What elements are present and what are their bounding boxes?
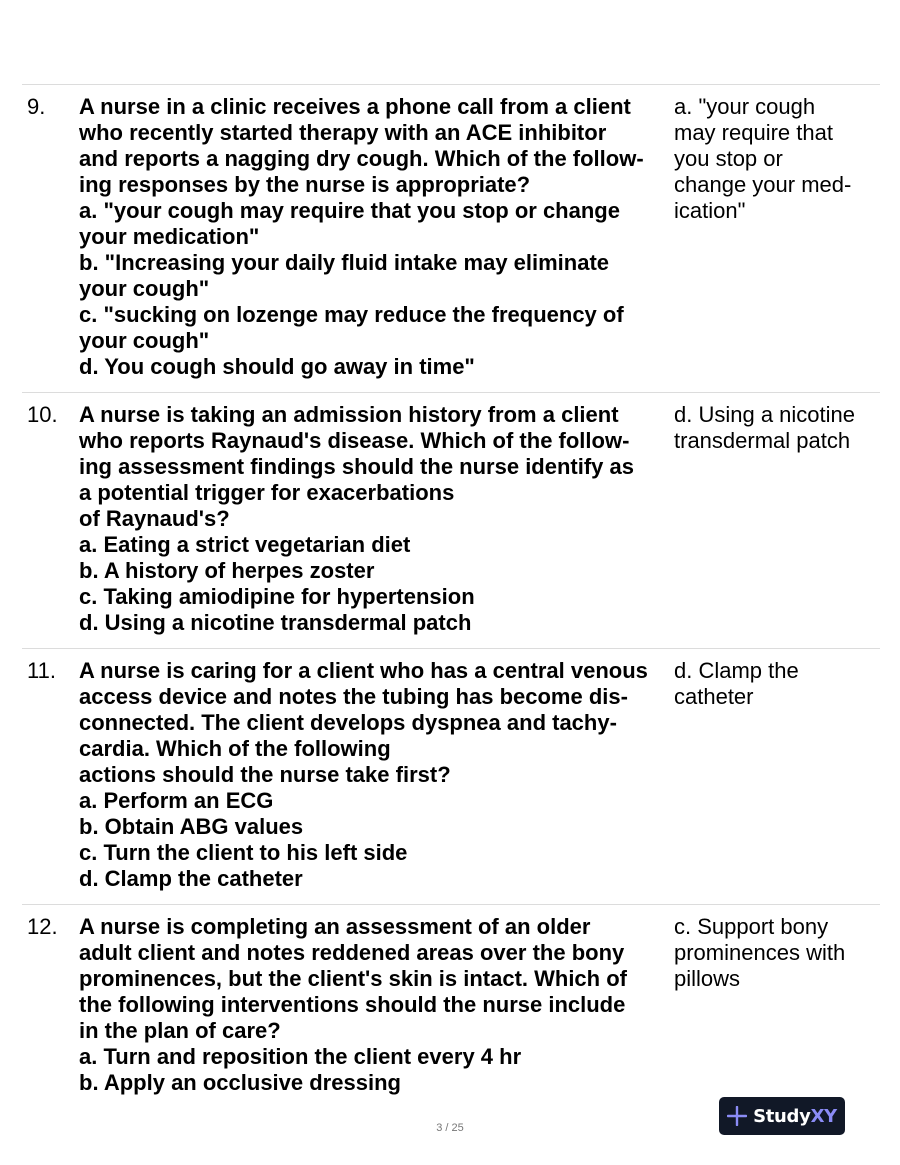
question-row-12 bbox=[22, 904, 880, 1108]
question-line: a. Turn and reposition the client every 4 hr bbox=[79, 1044, 522, 1069]
question-line: A nurse is caring for a client who has a central venous bbox=[79, 658, 648, 683]
question-line: c. Turn the client to his left side bbox=[79, 840, 408, 865]
answer-line: transdermal patch bbox=[674, 428, 851, 453]
question-line: b. A history of herpes zoster bbox=[79, 558, 375, 583]
brand-name-part1: Study bbox=[753, 1105, 811, 1127]
question-line: a. Eating a strict vegetarian diet bbox=[79, 532, 411, 557]
answer-line: a. "your cough bbox=[674, 94, 816, 119]
question-line: b. "Increasing your daily fluid intake may eliminate bbox=[79, 250, 610, 275]
answer-line: may require that bbox=[674, 120, 833, 145]
question-line: a. "your cough may require that you stop or change bbox=[79, 198, 620, 223]
answer-text bbox=[674, 402, 880, 636]
answer-line: change your med- bbox=[674, 172, 852, 197]
question-line: actions should the nurse take first? bbox=[79, 762, 451, 787]
question-line: b. Apply an occlusive dressing bbox=[79, 1070, 401, 1095]
question-number: 11. bbox=[27, 658, 56, 683]
question-line: in the plan of care? bbox=[79, 1018, 281, 1043]
answer-line: catheter bbox=[674, 684, 754, 709]
question-line: the following interventions should the nurse include bbox=[79, 992, 626, 1017]
question-line: your cough" bbox=[79, 276, 210, 301]
question-line: access device and notes the tubing has become dis- bbox=[79, 684, 628, 709]
answer-text bbox=[674, 94, 880, 380]
question-line: your medication" bbox=[79, 224, 260, 249]
answer-line: pillows bbox=[674, 966, 741, 991]
answer-line: d. Using a nicotine bbox=[674, 402, 855, 427]
answer-text bbox=[674, 658, 880, 892]
answer-line: ication" bbox=[674, 198, 746, 223]
question-number: 12. bbox=[27, 914, 58, 939]
question-line: adult client and notes reddened areas over the bony bbox=[79, 940, 625, 965]
question-line: A nurse in a clinic receives a phone call from a client bbox=[79, 94, 631, 119]
brand-name bbox=[753, 1106, 837, 1127]
question-line: connected. The client develops dyspnea and tachy- bbox=[79, 710, 617, 735]
plus-icon bbox=[727, 1106, 747, 1126]
question-line: A nurse is taking an admission history from a client bbox=[79, 402, 619, 427]
question-text bbox=[79, 402, 674, 636]
question-line: d. Using a nicotine transdermal patch bbox=[79, 610, 472, 635]
question-line: d. You cough should go away in time" bbox=[79, 354, 475, 379]
question-line: a. Perform an ECG bbox=[79, 788, 274, 813]
question-line: b. Obtain ABG values bbox=[79, 814, 304, 839]
question-line: A nurse is completing an assessment of an older bbox=[79, 914, 591, 939]
question-line: who reports Raynaud's disease. Which of the follow- bbox=[79, 428, 630, 453]
studyxy-logo[interactable] bbox=[719, 1097, 845, 1135]
question-number: 10. bbox=[27, 402, 58, 427]
question-row-9 bbox=[22, 84, 880, 392]
question-number: 9. bbox=[27, 94, 46, 119]
question-line: your cough" bbox=[79, 328, 210, 353]
brand-name-part2: XY bbox=[810, 1105, 837, 1127]
question-line: and reports a nagging dry cough. Which of the follow- bbox=[79, 146, 644, 171]
question-line: c. "sucking on lozenge may reduce the frequency of bbox=[79, 302, 624, 327]
question-line: who recently started therapy with an ACE inhibitor bbox=[79, 120, 607, 145]
question-line: d. Clamp the catheter bbox=[79, 866, 303, 891]
question-line: of Raynaud's? bbox=[79, 506, 230, 531]
answer-text bbox=[674, 914, 880, 1096]
question-line: ing responses by the nurse is appropriate? bbox=[79, 172, 531, 197]
question-list bbox=[22, 84, 880, 1108]
question-line: ing assessment findings should the nurse identify as bbox=[79, 454, 634, 479]
question-text bbox=[79, 94, 674, 380]
answer-line: prominences with bbox=[674, 940, 846, 965]
question-row-10 bbox=[22, 392, 880, 648]
answer-line: c. Support bony bbox=[674, 914, 829, 939]
page-indicator: 3 / 25 bbox=[436, 1122, 464, 1134]
question-line: a potential trigger for exacerbations bbox=[79, 480, 455, 505]
question-text bbox=[79, 658, 674, 892]
question-line: cardia. Which of the following bbox=[79, 736, 391, 761]
question-text bbox=[79, 914, 674, 1096]
answer-line: d. Clamp the bbox=[674, 658, 799, 683]
question-line: prominences, but the client's skin is intact. Which of bbox=[79, 966, 627, 991]
question-row-11 bbox=[22, 648, 880, 904]
question-line: c. Taking amiodipine for hypertension bbox=[79, 584, 475, 609]
answer-line: you stop or bbox=[674, 146, 783, 171]
